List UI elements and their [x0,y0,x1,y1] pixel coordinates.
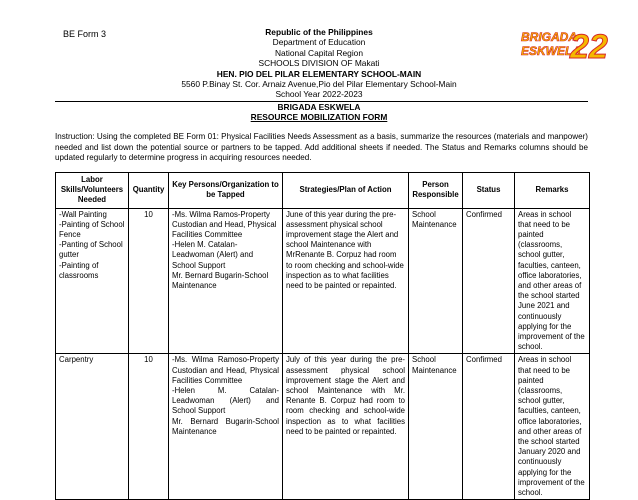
header-address: 5560 P.Binay St. Cor. Arnaiz Avenue,Pio del Pilar Elementary School-Main [181,79,457,90]
header-school-name: HEN. PIO DEL PILAR ELEMENTARY SCHOOL-MAIN [216,68,422,79]
logo-year: 22 [570,28,608,62]
brigada-eskwela-logo [520,26,610,62]
header-school-year: School Year 2022-2023 [275,89,363,100]
cell-key-persons: -Ms. Wilma Ramos-Property Custodian and Head, Physical Facilities Committee -Helen M. Catalan-Leadwoman (Alert) and School Support Mr. Bernard Bugarin-School Maintenance [169,208,283,354]
header-person-responsible: Person Responsible [409,173,463,209]
form-label: BE Form 3 [63,29,107,39]
header-region: National Capital Region [275,47,363,58]
header-labor: Labor Skills/Volunteers Needed [56,173,129,209]
cell-quantity: 10 [129,208,169,354]
table-header-row [56,173,590,209]
table-row [56,354,590,500]
cell-person-responsible: School Maintenance [409,354,463,500]
form-title [0,102,638,123]
logo-line2: ESKWELA [521,44,581,58]
header-remarks: Remarks [515,173,590,209]
header-republic: Republic of the Philippines [265,27,373,37]
header-department: Department of Education [272,37,366,48]
cell-remarks: Areas in school that need to be painted (classrooms, school gutter, faculties, canteen, office laboratories, and other areas of the school started January 2020 and continuously applying for the improvement of the school. [515,354,590,500]
cell-strategies: July of this year during the pre-assessment physical school improvement stage the Alert and school Maintenance with Mr. Renante B. Corpuz had room to room checking and school-wide inspection as to what facilities need to be painted or repainted. [283,354,409,500]
cell-labor: -Wall Painting -Painting of School Fence -Panting of School gutter -Painting of classrooms [56,208,129,354]
cell-remarks: Areas in school that need to be painted (classrooms, school gutter, faculties, canteen, office laboratories, and other areas of the school started June 2021 and continuously applying for the improvement of the school. [515,208,590,354]
cell-status: Confirmed [463,208,515,354]
cell-quantity: 10 [129,354,169,500]
cell-strategies: June of this year during the pre-assessment physical school improvement stage the Alert and school Maintenance with MrRenante B. Corpuz had room to room checking and school-wide inspection as to what facilities need to be painted or repainted. [283,208,409,354]
cell-person-responsible: School Maintenance [409,208,463,354]
header-status: Status [463,173,515,209]
cell-key-persons: -Ms. Wilma Ramoso-Property Custodian and Head, Physical Facilities Committee -Helen M. Catalan-Leadwoman (Alert) and School Support Mr. Bernard Bugarin-School Maintenance [169,354,283,500]
cell-status: Confirmed [463,354,515,500]
form-name: RESOURCE MOBILIZATION FORM [250,112,388,123]
header-division: SCHOOLS DIVISION OF Makati [258,58,380,69]
header-strategies: Strategies/Plan of Action [283,173,409,209]
header-quantity: Quantity [129,173,169,209]
table-row [56,208,590,354]
instruction-text: Instruction: Using the completed BE Form 01: Physical Facilities Needs Assessment as a basis, summarize the resources (materials and manpower) needed and list down the potential source or partners to be tapped. Add additional sheets if needed. The Status and Remarks columns should be updated regularly to determine progress in acquiring resources needed. [55,132,588,163]
cell-labor: Carpentry [56,354,129,500]
program-title: BRIGADA ESKWELA [277,102,361,112]
header-key-persons: Key Persons/Organization to be Tapped [169,173,283,209]
logo-line1: BRIGADA [521,30,577,44]
